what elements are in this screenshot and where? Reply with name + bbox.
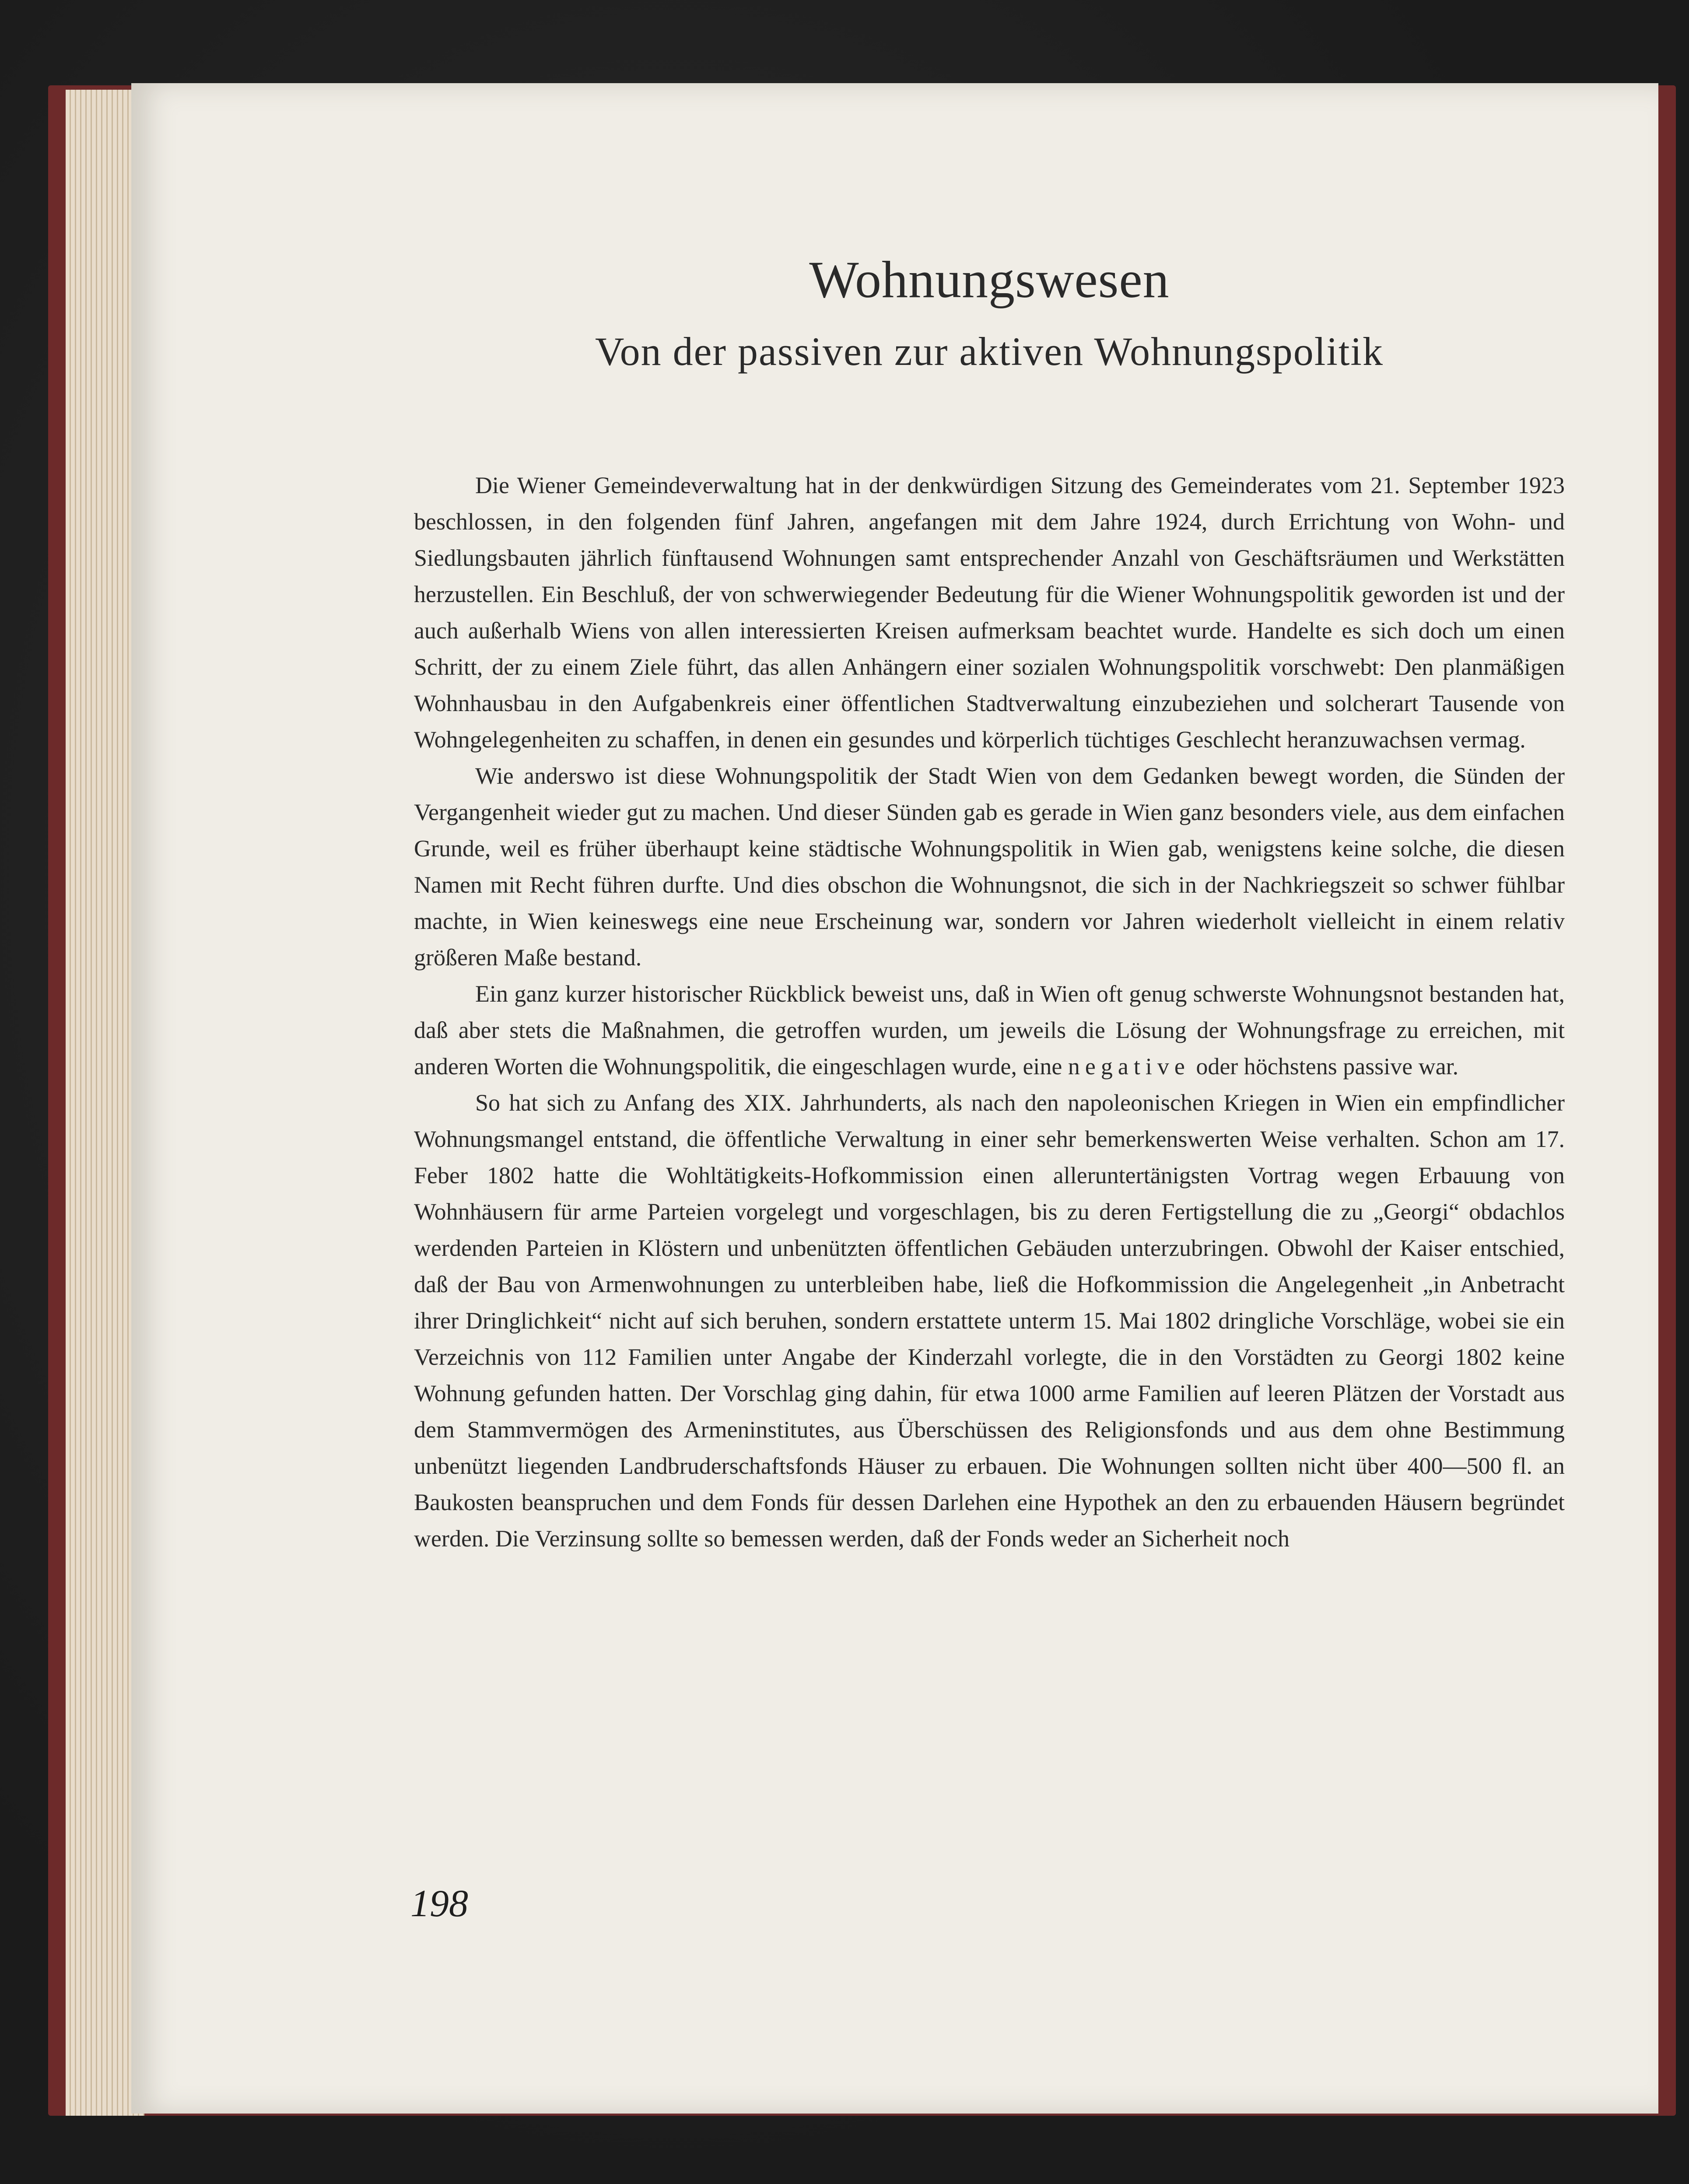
paragraph-text: Ein ganz kurzer historischer Rückblick beweist uns, daß in Wien oft genug schwerste Wohnungsnot bestanden hat, daß aber stets die Maßnahmen, die getroffen wurden, um jeweils die Lösung der Wohnungsfrage zu erreichen, mit anderen Worten die Wohnungspolitik, die eingeschlagen wurde, eine <box>414 981 1565 1080</box>
paragraph-text: oder höchstens passive war. <box>1190 1053 1459 1080</box>
paragraph: Wie anderswo ist diese Wohnungspolitik der Stadt Wien von dem Gedanken bewegt worden, die Sünden der Vergangenheit wieder gut zu machen. Und dieser Sünden gab es gerade in Wien ganz besonders viele, aus dem einfachen Grunde, weil es früher überhaupt keine städtische Wohnungspolitik in Wien gab, wenigstens keine solche, die diesen Namen mit Recht führen durfte. Und dies obschon die Wohnungsnot, die sich in der Nachkriegszeit so schwer fühlbar machte, in Wien keineswegs eine neue Erscheinung war, sondern vor Jahren wiederholt vielleicht in einem relativ größeren Maße bestand. <box>414 763 1565 971</box>
page-number: 198 <box>410 1883 468 1925</box>
page-content <box>414 249 1565 1557</box>
emphasized-word: negative <box>1068 1053 1190 1080</box>
paragraph: So hat sich zu Anfang des XIX. Jahrhunderts, als nach den napoleonischen Kriegen in Wien ein empfindlicher Wohnungsmangel entstand, die öffentliche Verwaltung in einer sehr bemerkenswerten Weise verhalten. Schon am 17. Feber 1802 hatte die Wohltätigkeits-Hofkommission einen alleruntertänigsten Vortrag wegen Erbauung von Wohnhäusern für arme Parteien vorgelegt und vorgeschlagen, bis zu deren Fertigstellung die zu „Georgi“ obdachlos werdenden Parteien in Klöstern und unbenützten öffentlichen Gebäuden unterzubringen. Obwohl der Kaiser entschied, daß der Bau von Armenwohnungen zu unterbleiben habe, ließ die Hofkommission die Angelegenheit „in Anbetracht ihrer Dringlichkeit“ nicht auf sich beruhen, sondern erstattete unterm 15. Mai 1802 dringliche Vorschläge, wobei sie ein Verzeichnis von 112 Familien unter Angabe der Kinderzahl vorlegte, die in den Vorstädten zu Georgi 1802 keine Wohnung gefunden hatten. Der Vorschlag ging dahin, für etwa 1000 arme Familien auf leeren Plätzen der Vorstadt aus dem Stammvermögen des Armeninstitutes, aus Überschüssen des Religionsfonds und aus dem ohne Bestimmung unbenützt liegenden Landbruderschaftsfonds Häuser zu erbauen. Die Wohnungen sollten nicht über 400—500 fl. an Baukosten beanspruchen und dem Fonds für dessen Darlehen eine Hypothek an den zu erbauenden Häusern begründet werden. Die Verzinsung sollte so bemessen werden, daß der Fonds weder an Sicherheit noch <box>414 1090 1565 1552</box>
paragraph <box>414 976 1565 1085</box>
paragraph: Die Wiener Gemeindeverwaltung hat in der denkwürdigen Sitzung des Gemeinderates vom 21. September 1923 beschlossen, in den folgenden fünf Jahren, angefangen mit dem Jahre 1924, durch Errichtung von Wohn- und Siedlungsbauten jährlich fünftausend Wohnungen samt entsprechender Anzahl von Geschäftsräumen und Werkstätten herzustellen. Ein Beschluß, der von schwerwiegender Bedeutung für die Wiener Wohnungspolitik geworden ist und der auch außerhalb Wiens von allen interessierten Kreisen aufmerksam beachtet wurde. Handelte es sich doch um einen Schritt, der zu einem Ziele führt, das allen Anhängern einer sozialen Wohnungspolitik vorschwebt: Den planmäßigen Wohnhausbau in den Aufgabenkreis einer öffentlichen Stadtverwaltung einzubeziehen und solcherart Tausende von Wohngelegenheiten zu schaffen, in denen ein gesundes und körperlich tüchtiges Geschlecht heranzuwachsen vermag. <box>414 472 1565 753</box>
page-title: Wohnungswesen <box>809 250 1170 308</box>
page-subtitle: Von der passiven zur aktiven Wohnungspolitik <box>595 329 1384 374</box>
book-page <box>131 83 1658 2114</box>
